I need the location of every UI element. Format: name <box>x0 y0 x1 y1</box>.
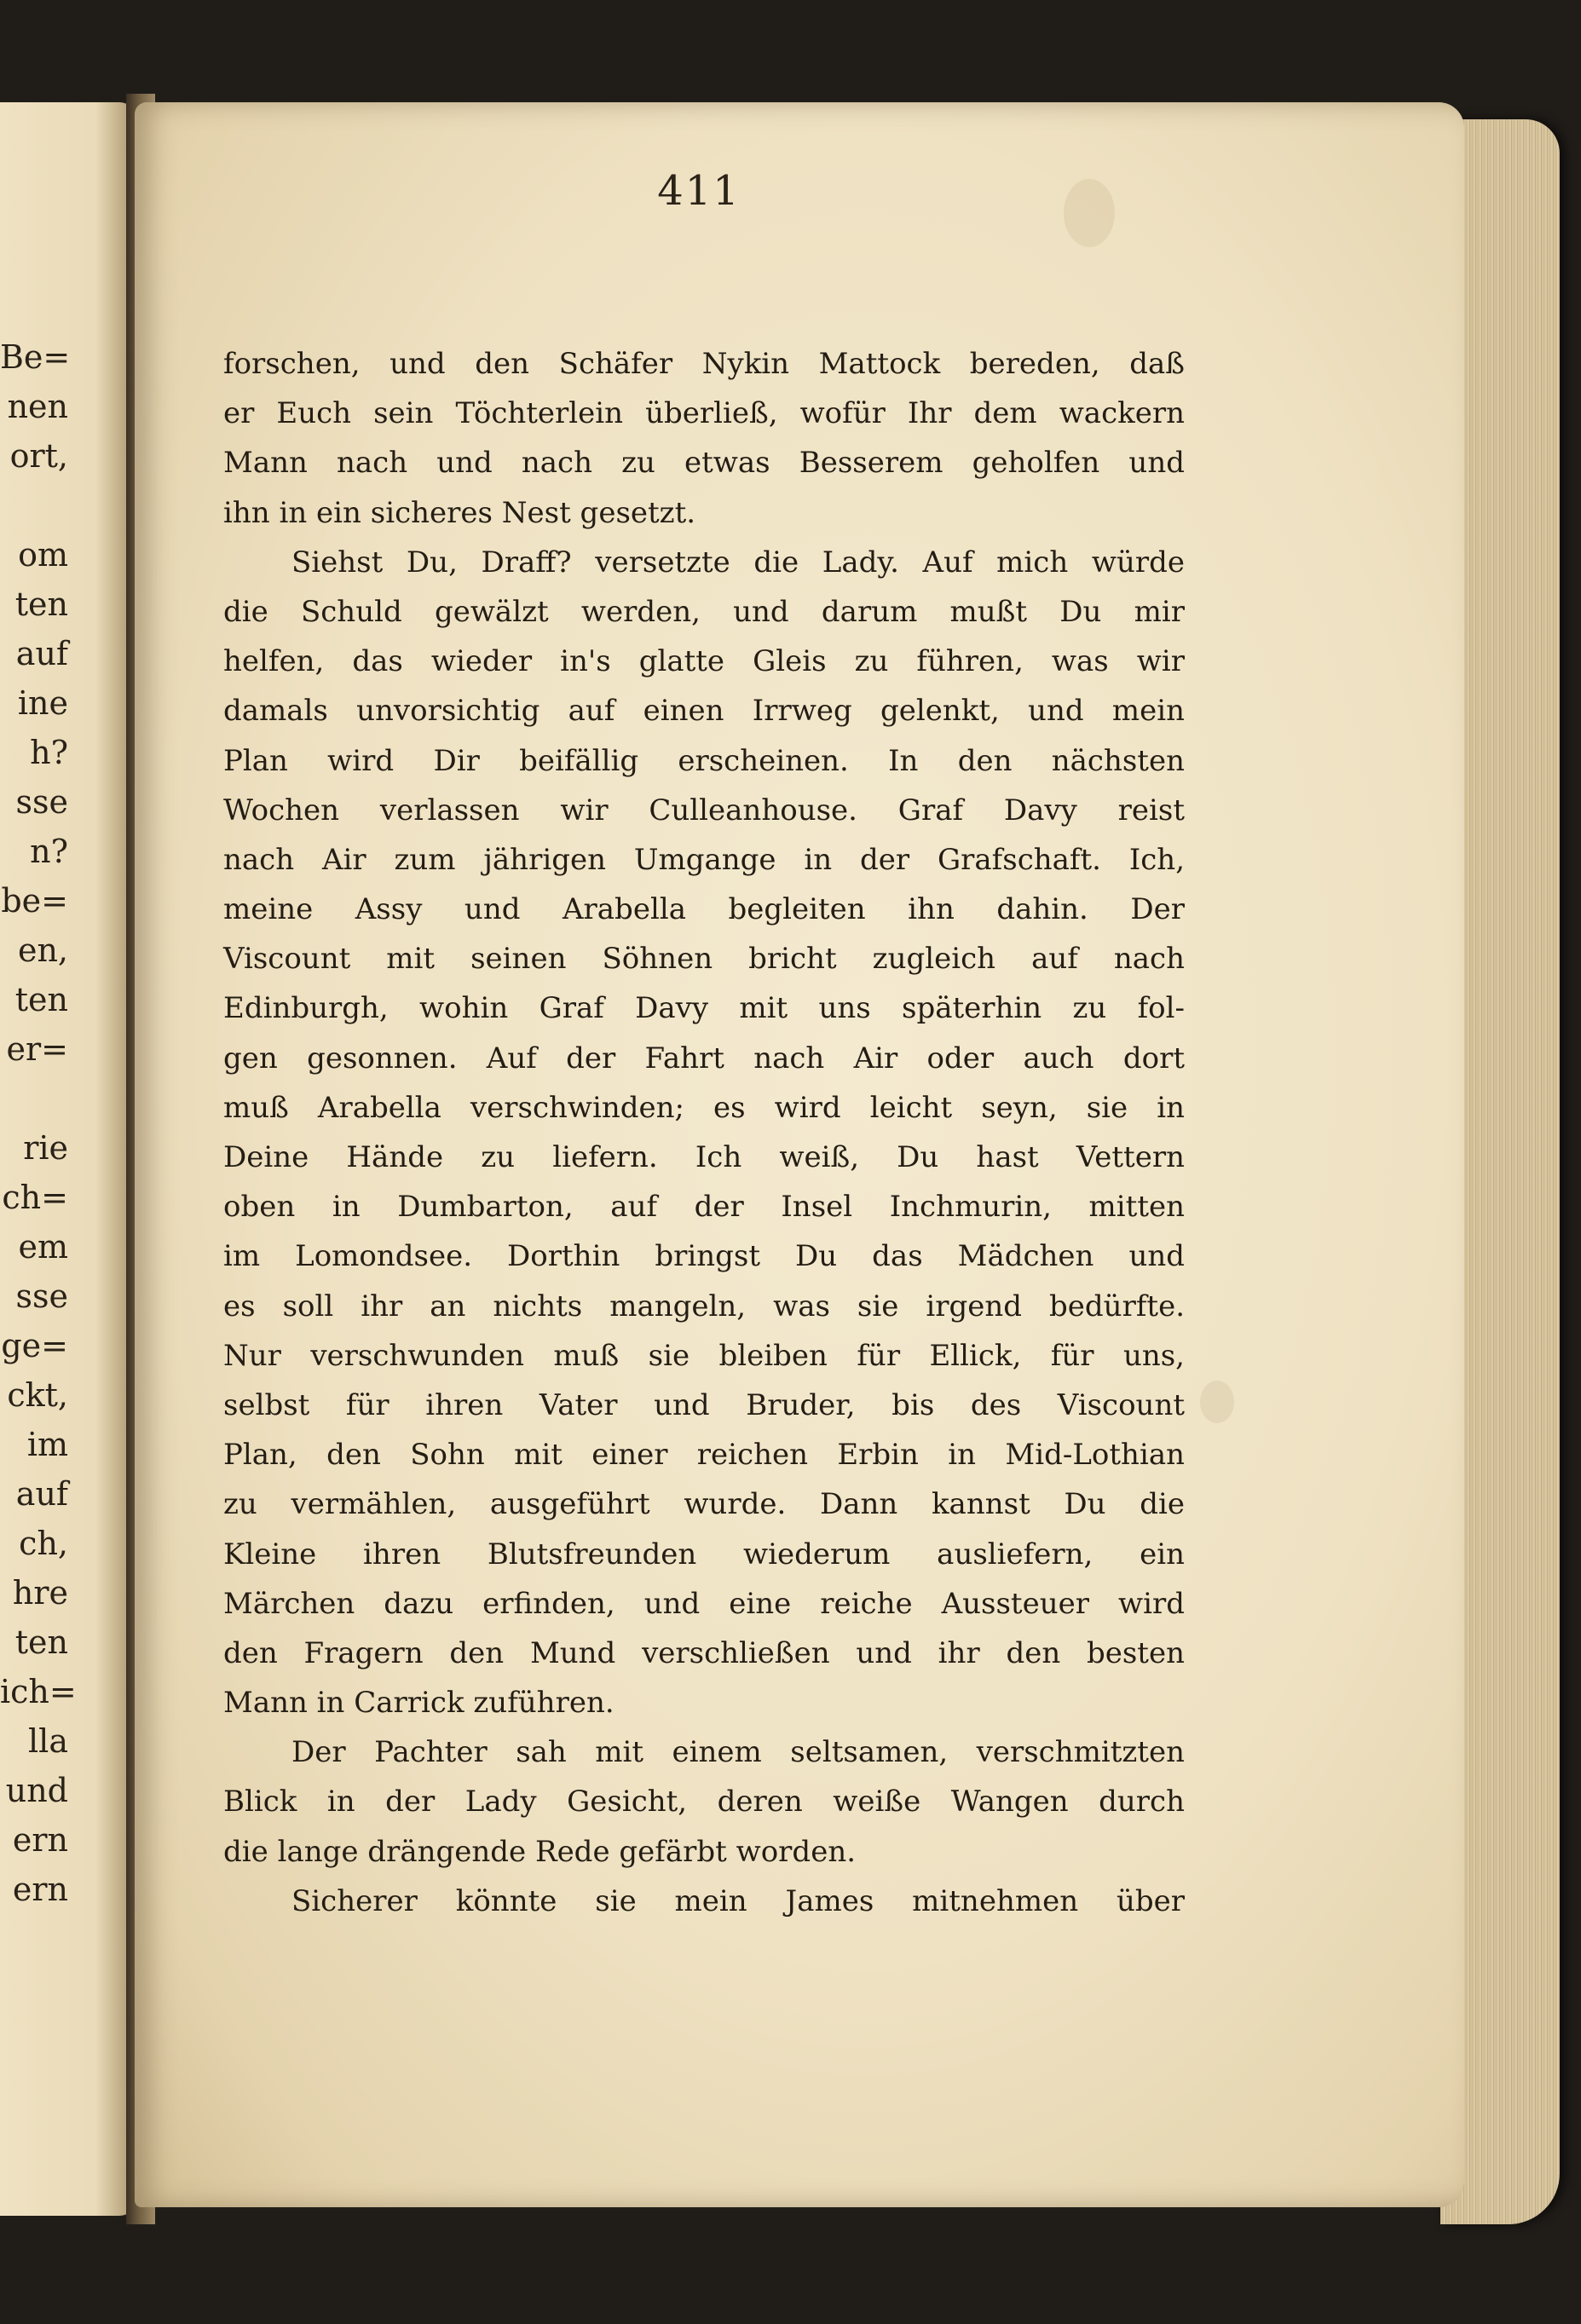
text-line: Plan wird Dir beifällig erscheinen. In den nächsten <box>223 743 1185 778</box>
text-line: muß Arabella verschwinden; es wird leicht seyn, sie in <box>223 1090 1185 1125</box>
text-line: damals unvorsichtig auf einen Irrweg gelenkt, und mein <box>223 694 1185 729</box>
text-line: Nur verschwunden muß sie bleiben für Ellick, für uns, <box>223 1338 1185 1373</box>
text-line: die lange drängende Rede gefärbt worden. <box>223 1834 857 1869</box>
left-fragment: ch= <box>2 1179 68 1216</box>
left-fragment: ort, <box>9 437 68 475</box>
text-line: selbst für ihren Vater und Bruder, bis des Viscount <box>223 1387 1185 1422</box>
text-line: es soll ihr an nichts mangeln, was sie irgend bedürfte. <box>223 1289 1185 1323</box>
text-line: nach Air zum jährigen Umgange in der Grafschaft. Ich, <box>223 842 1185 877</box>
left-fragment: ern <box>12 1821 68 1859</box>
text-line: zu vermählen, ausgeführt wurde. Dann kannst Du die <box>223 1487 1185 1522</box>
left-fragment: rie <box>23 1129 68 1167</box>
left-fragment: ckt, <box>7 1376 68 1414</box>
text-line: im Lomondsee. Dorthin bringst Du das Mädchen und <box>223 1239 1185 1274</box>
left-fragment: im <box>26 1426 68 1463</box>
left-fragment: be= <box>1 882 68 920</box>
left-fragment: ich= <box>0 1673 77 1710</box>
page-number: 411 <box>657 167 741 215</box>
left-fragment: sse <box>15 783 68 821</box>
text-line: gen gesonnen. Auf der Fahrt nach Air oder auch dort <box>223 1041 1185 1075</box>
text-line: Edinburgh, wohin Graf Davy mit uns späterhin zu fol- <box>223 991 1185 1026</box>
text-line: meine Assy und Arabella begleiten ihn dahin. Der <box>223 892 1185 927</box>
text-line: Viscount mit seinen Söhnen bricht zugleich auf nach <box>223 942 1185 977</box>
left-fragment: h? <box>30 734 68 771</box>
left-page-text-fragments <box>0 332 77 1914</box>
left-fragment: er= <box>6 1030 68 1068</box>
text-line: Blick in der Lady Gesicht, deren weiße Wangen durch <box>223 1785 1185 1819</box>
text-line: den Fragern den Mund verschließen und ihr den besten <box>223 1635 1185 1670</box>
left-page <box>0 102 136 2216</box>
text-line: Mann in Carrick zuführen. <box>223 1686 615 1721</box>
left-fragment: ch, <box>19 1525 68 1562</box>
left-fragment <box>0 1074 68 1123</box>
body-text <box>223 339 1185 1926</box>
text-line: Der Pachter sah mit einem seltsamen, verschmitzten <box>291 1735 1185 1770</box>
left-fragment: n? <box>30 833 68 870</box>
text-line: Sicherer könnte sie mein James mitnehmen über <box>291 1883 1185 1918</box>
left-fragment: auf <box>15 635 68 672</box>
text-line: ihn in ein sicheres Nest gesetzt. <box>223 495 696 530</box>
paper-stain <box>1200 1381 1234 1423</box>
text-line: die Schuld gewälzt werden, und darum mußt Du mir <box>223 594 1185 629</box>
left-fragment: Be= <box>0 338 71 376</box>
text-line: Wochen verlassen wir Culleanhouse. Graf Davy reist <box>223 793 1185 828</box>
text-line: oben in Dumbarton, auf der Insel Inchmurin, mitten <box>223 1190 1185 1225</box>
text-line: Deine Hände zu liefern. Ich weiß, Du hast Vettern <box>223 1140 1185 1174</box>
text-line: er Euch sein Töchterlein überließ, wofür Ihr dem wackern <box>223 396 1185 431</box>
text-line: Mann nach und nach zu etwas Besserem geholfen und <box>223 446 1185 481</box>
text-line: forschen, und den Schäfer Nykin Mattock bereden, daß <box>223 347 1185 381</box>
text-line: Siehst Du, Draff? versetzte die Lady. Auf mich würde <box>291 545 1185 580</box>
left-fragment: ten <box>14 1623 68 1661</box>
left-fragment: lla <box>28 1722 68 1760</box>
text-line: helfen, das wieder in's glatte Gleis zu führen, was wir <box>223 644 1185 679</box>
left-fragment: und <box>5 1772 68 1809</box>
left-fragment: nen <box>7 388 68 425</box>
left-fragment: auf <box>15 1475 68 1513</box>
text-line: Märchen dazu erfinden, und eine reiche Aussteuer wird <box>223 1586 1185 1621</box>
left-fragment: hre <box>12 1574 68 1612</box>
text-line: Kleine ihren Blutsfreunden wiederum ausliefern, ein <box>223 1537 1185 1571</box>
left-fragment: sse <box>15 1277 68 1315</box>
left-fragment: ern <box>12 1871 68 1908</box>
left-fragment <box>0 481 68 530</box>
left-fragment: ine <box>17 684 68 722</box>
left-fragment: em <box>18 1228 68 1266</box>
left-fragment: ge= <box>1 1327 68 1364</box>
left-fragment: om <box>18 536 68 574</box>
text-line: Plan, den Sohn mit einer reichen Erbin in Mid-Lothian <box>223 1438 1185 1473</box>
left-fragment: ten <box>14 981 68 1018</box>
left-fragment: en, <box>17 931 68 969</box>
left-fragment: ten <box>14 585 68 623</box>
